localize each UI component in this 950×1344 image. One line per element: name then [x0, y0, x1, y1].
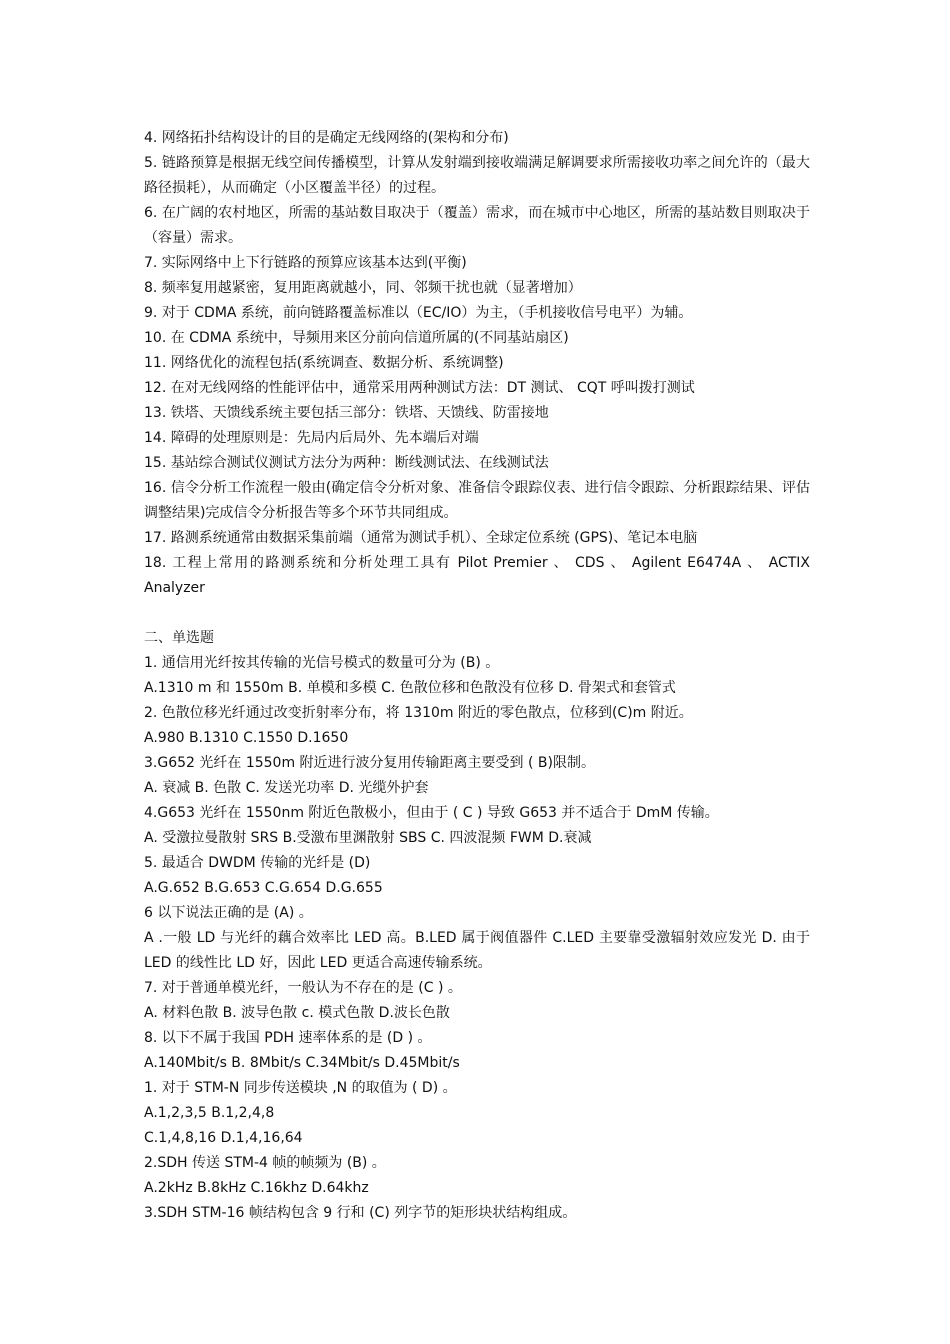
- list-item: 11. 网络优化的流程包括(系统调查、数据分析、系统调整): [144, 355, 504, 371]
- list-item: 10. 在 CDMA 系统中，导频用来区分前向信道所属的(不同基站扇区): [144, 330, 569, 346]
- list-item: 15. 基站综合测试仪测试方法分为两种：断线测试法、在线测试法: [144, 455, 549, 471]
- question-options: A. 材料色散 B. 波导色散 c. 模式色散 D.波长色散: [144, 1005, 450, 1021]
- list-item: 18. 工程上常用的路测系统和分析处理工具有 Pilot Premier 、 CDS 、 Agilent E6474A 、 ACTIX Analyzer: [144, 555, 810, 596]
- list-item: 16. 信令分析工作流程一般由(确定信令分析对象、准备信令跟踪仪表、进行信令跟踪、分析跟踪结果、评估调整结果)完成信令分析报告等多个环节共同组成。: [144, 480, 810, 521]
- question-item: 8. 以下不属于我国 PDH 速率体系的是 (D ) 。: [144, 1030, 432, 1046]
- list-item: 4. 网络拓扑结构设计的目的是确定无线网络的(架构和分布): [144, 130, 509, 146]
- question-item: 6 以下说法正确的是 (A) 。: [144, 905, 313, 921]
- question-item: 5. 最适合 DWDM 传输的光纤是 (D): [144, 855, 371, 871]
- question-item: 1. 对于 STM-N 同步传送模块 ,N 的取值为 ( D) 。: [144, 1080, 457, 1096]
- section-heading: 二、单选题: [144, 630, 214, 646]
- question-item: 3.SDH STM-16 帧结构包含 9 行和 (C) 列字节的矩形块状结构组成。: [144, 1205, 577, 1221]
- question-options: A.G.652 B.G.653 C.G.654 D.G.655: [144, 880, 383, 896]
- question-item: 3.G652 光纤在 1550m 附近进行波分复用传输距离主要受到 ( B)限制。: [144, 755, 595, 771]
- question-options: A. 衰减 B. 色散 C. 发送光功率 D. 光缆外护套: [144, 780, 429, 796]
- question-item: 7. 对于普通单模光纤，一般认为不存在的是 (C ) 。: [144, 980, 462, 996]
- list-item: 13. 铁塔、天馈线系统主要包括三部分：铁塔、天馈线、防雷接地: [144, 405, 549, 421]
- question-options: A.980 B.1310 C.1550 D.1650: [144, 730, 349, 746]
- question-options: A .一般 LD 与光纤的藕合效率比 LED 高。B.LED 属于阀值器件 C.LED 主要靠受激辐射效应发光 D. 由于 LED 的线性比 LD 好，因此 LED 更适合高速传输系统。: [144, 930, 810, 971]
- list-item: 9. 对于 CDMA 系统，前向链路覆盖标准以（EC/IO）为主，（手机接收信号电平）为辅。: [144, 305, 693, 321]
- list-item: 6. 在广阔的农村地区，所需的基站数目取决于（覆盖）需求，而在城市中心地区，所需的基站数目则取决于（容量）需求。: [144, 205, 810, 246]
- list-item: 14. 障碍的处理原则是：先局内后局外、先本端后对端: [144, 430, 479, 446]
- question-item: 2. 色散位移光纤通过改变折射率分布，将 1310m 附近的零色散点，位移到(C)m 附近。: [144, 705, 693, 721]
- question-options: A.1,2,3,5 B.1,2,4,8: [144, 1105, 275, 1121]
- question-options: A.140Mbit/s B. 8Mbit/s C.34Mbit/s D.45Mbit/s: [144, 1055, 460, 1071]
- paragraph-gap: [144, 601, 810, 626]
- question-options: A. 受激拉曼散射 SRS B.受激布里渊散射 SBS C. 四波混频 FWM D.衰减: [144, 830, 592, 846]
- question-item: 1. 通信用光纤按其传输的光信号模式的数量可分为 (B) 。: [144, 655, 500, 671]
- question-options: A.2kHz B.8kHz C.16khz D.64khz: [144, 1180, 369, 1196]
- list-item: 12. 在对无线网络的性能评估中，通常采用两种测试方法：DT 测试、 CQT 呼叫拨打测试: [144, 380, 695, 396]
- list-item: 5. 链路预算是根据无线空间传播模型，计算从发射端到接收端满足解调要求所需接收功率之间允许的（最大路径损耗），从而确定（小区覆盖半径）的过程。: [144, 155, 810, 196]
- list-item: 8. 频率复用越紧密，复用距离就越小，同、邻频干扰也就（显著增加）: [144, 280, 582, 296]
- list-item: 17. 路测系统通常由数据采集前端（通常为测试手机）、全球定位系统 (GPS)、笔记本电脑: [144, 530, 698, 546]
- list-item: 7. 实际网络中上下行链路的预算应该基本达到(平衡): [144, 255, 467, 271]
- document-body: [144, 126, 810, 1226]
- question-options: A.1310 m 和 1550m B. 单模和多模 C. 色散位移和色散没有位移 D. 骨架式和套管式: [144, 680, 676, 696]
- question-options: C.1,4,8,16 D.1,4,16,64: [144, 1130, 303, 1146]
- question-item: 4.G653 光纤在 1550nm 附近色散极小，但由于 ( C ) 导致 G653 并不适合于 DmM 传输。: [144, 805, 719, 821]
- question-item: 2.SDH 传送 STM-4 帧的帧频为 (B) 。: [144, 1155, 386, 1171]
